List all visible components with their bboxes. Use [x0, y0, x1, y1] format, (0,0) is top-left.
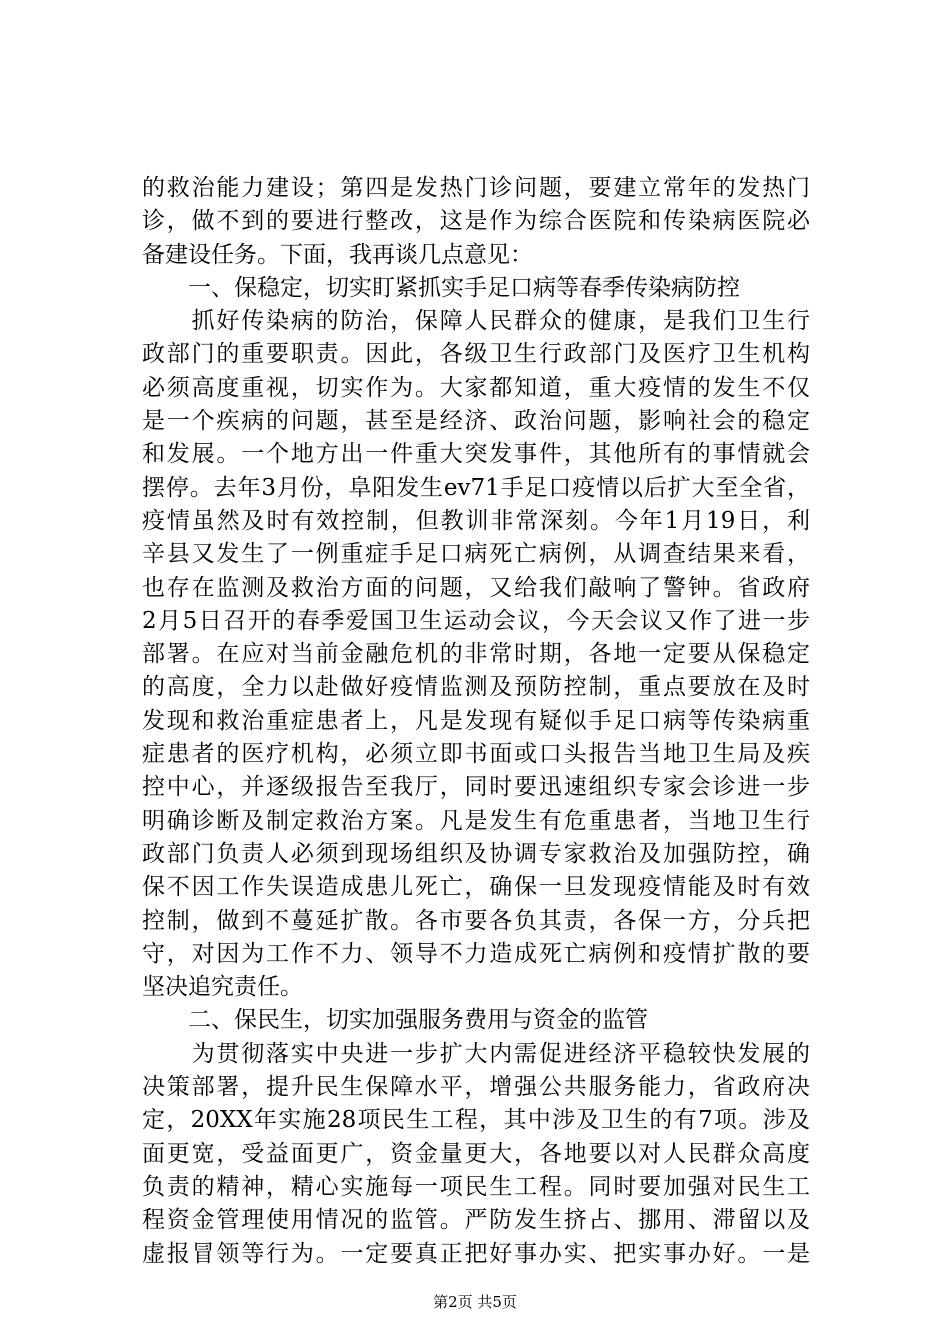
text-line: 明确诊断及制定救治方案。凡是发生有危重患者，当地卫生行	[142, 807, 810, 834]
text-line: 虚报冒领等行为。一定要真正把好事办实、把实事办好。一是	[142, 1240, 810, 1267]
page-number-footer: 第2页 共5页	[433, 1293, 517, 1311]
text-line: 抓好传染病的防治，保障人民群众的健康，是我们卫生行	[142, 308, 810, 335]
text-line: 政部门的重要职责。因此，各级卫生行政部门及医疗卫生机构	[142, 341, 810, 368]
text-line: 是一个疾病的问题，甚至是经济、政治问题，影响社会的稳定	[142, 408, 810, 435]
text-line: 2月5日召开的春季爱国卫生运动会议，今天会议又作了进一步	[142, 607, 810, 634]
text-line: 的救治能力建设；第四是发热门诊问题，要建立常年的发热门	[142, 175, 810, 201]
text-line: 控制，做到不蔓延扩散。各市要各负其责，各保一方，分兵把	[142, 907, 810, 934]
text-line: 备建设任务。下面，我再谈几点意见：	[142, 241, 533, 268]
text-line: 辛县又发生了一例重症手足口病死亡病例，从调查结果来看，	[142, 541, 810, 568]
text-line: 摆停。去年3月份，阜阳发生ev71手足口疫情以后扩大至全省，	[142, 474, 810, 501]
text-line: 发现和救治重症患者上，凡是发现有疑似手足口病等传染病重	[142, 707, 810, 734]
text-line: 疫情虽然及时有效控制，但教训非常深刻。今年1月19日，利	[142, 507, 810, 534]
section-heading: 二、保民生，切实加强服务费用与资金的监管	[142, 1007, 648, 1034]
text-line: 为贯彻落实中央进一步扩大内需促进经济平稳较快发展的	[142, 1040, 810, 1067]
text-line: 症患者的医疗机构，必须立即书面或口头报告当地卫生局及疾	[142, 741, 810, 768]
text-line: 的高度，全力以赴做好疫情监测及预防控制，重点要放在及时	[142, 674, 810, 701]
text-line: 必须高度重视，切实作为。大家都知道，重大疫情的发生不仅	[142, 374, 810, 401]
text-line: 程资金管理使用情况的监管。严防发生挤占、挪用、滞留以及	[142, 1207, 810, 1234]
document-body	[142, 172, 810, 1271]
text-line: 政部门负责人必须到现场组织及协调专家救治及加强防控，确	[142, 840, 810, 867]
text-line: 部署。在应对当前金融危机的非常时期，各地一定要从保稳定	[142, 641, 810, 668]
text-line: 负责的精神，精心实施每一项民生工程。同时要加强对民生工	[142, 1173, 810, 1200]
text-line: 也存在监测及救治方面的问题，又给我们敲响了警钟。省政府	[142, 574, 810, 601]
text-line: 面更宽，受益面更广，资金量更大，各地要以对人民群众高度	[142, 1140, 810, 1167]
text-line: 和发展。一个地方出一件重大突发事件，其他所有的事情就会	[142, 441, 810, 468]
section-heading: 一、保稳定，切实盯紧抓实手足口病等春季传染病防控	[142, 274, 740, 301]
text-line: 守，对因为工作不力、领导不力造成死亡病例和疫情扩散的要	[142, 940, 810, 967]
text-line: 诊，做不到的要进行整改，这是作为综合医院和传染病医院必	[142, 208, 810, 235]
text-line: 保不因工作失误造成患儿死亡，确保一旦发现疫情能及时有效	[142, 874, 810, 901]
text-line: 坚决追究责任。	[142, 974, 303, 1001]
text-line: 控中心，并逐级报告至我厅，同时要迅速组织专家会诊进一步	[142, 774, 810, 801]
text-line: 定，20XX年实施28项民生工程，其中涉及卫生的有7项。涉及	[142, 1107, 810, 1134]
text-line: 决策部署，提升民生保障水平，增强公共服务能力，省政府决	[142, 1074, 810, 1101]
